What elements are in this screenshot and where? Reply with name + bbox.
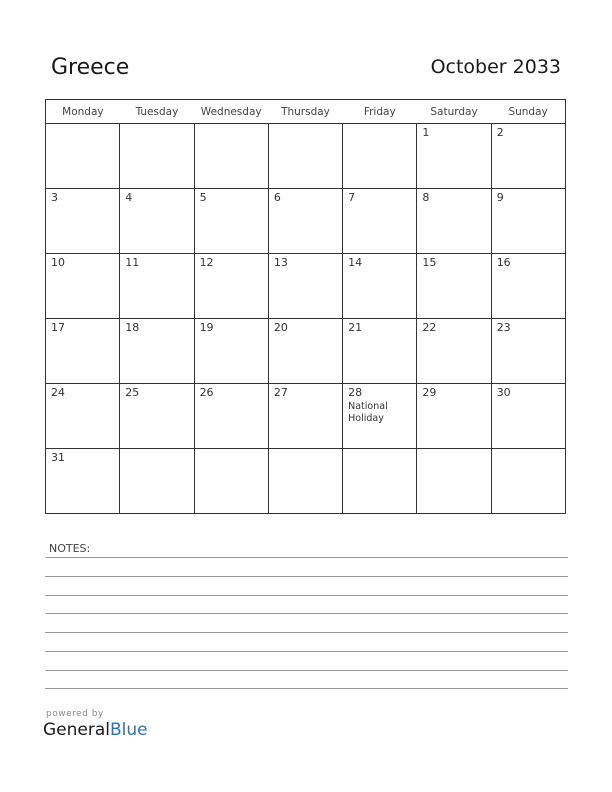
weekday-monday: Monday	[46, 100, 120, 124]
day-number: 16	[496, 256, 511, 269]
day-cell	[343, 189, 417, 254]
notes-label: NOTES:	[49, 542, 91, 555]
weekday-friday: Friday	[343, 100, 417, 124]
day-number: 19	[199, 321, 214, 334]
day-number	[195, 124, 268, 127]
weekday-sunday: Sunday	[491, 100, 565, 124]
day-number	[46, 124, 119, 127]
day-cell	[46, 319, 120, 384]
day-cell	[343, 254, 417, 319]
day-cell	[120, 124, 194, 189]
day-cell	[194, 319, 268, 384]
day-number: 3	[51, 191, 58, 204]
day-number: 8	[422, 191, 430, 204]
day-cell	[343, 449, 417, 514]
day-cell	[491, 189, 565, 254]
day-cell	[120, 449, 194, 514]
day-cell	[268, 124, 342, 189]
day-cell	[343, 124, 417, 189]
day-number	[269, 124, 342, 127]
day-cell	[491, 384, 565, 449]
calendar-grid	[45, 99, 566, 514]
day-cell	[491, 319, 565, 384]
day-number: 5	[199, 191, 207, 204]
day-cell	[194, 254, 268, 319]
day-number: 30	[496, 386, 511, 399]
day-number	[417, 449, 490, 452]
weekday-header-row	[46, 100, 566, 124]
week-row-3	[46, 254, 566, 319]
month-year-title: October 2033	[430, 56, 561, 78]
day-number: 22	[422, 321, 437, 334]
note-line	[45, 670, 568, 671]
day-cell	[120, 254, 194, 319]
weekday-wednesday: Wednesday	[194, 100, 268, 124]
day-number: 12	[199, 256, 214, 269]
week-row-5	[46, 384, 566, 449]
day-cell	[46, 124, 120, 189]
day-number: 10	[51, 256, 65, 269]
day-number: 28	[348, 386, 363, 399]
day-number	[120, 449, 193, 452]
week-row-1	[46, 124, 566, 189]
weekday-thursday: Thursday	[268, 100, 342, 124]
note-line	[45, 595, 568, 596]
day-number: 6	[273, 191, 281, 204]
day-cell	[194, 189, 268, 254]
note-line	[45, 613, 568, 614]
week-row-4	[46, 319, 566, 384]
day-number: 25	[125, 386, 140, 399]
day-cell	[46, 384, 120, 449]
day-number: 29	[422, 386, 437, 399]
day-cell	[417, 384, 491, 449]
day-number: 31	[51, 451, 65, 464]
note-line	[45, 557, 568, 558]
powered-by-text: powered by	[46, 709, 104, 719]
week-row-6	[46, 449, 566, 514]
weekday-tuesday: Tuesday	[120, 100, 194, 124]
day-cell	[194, 384, 268, 449]
day-number: 20	[273, 321, 288, 334]
day-number: 9	[496, 191, 504, 204]
day-cell	[194, 124, 268, 189]
day-cell	[120, 189, 194, 254]
brand-name-general: General	[43, 720, 110, 740]
day-cell	[417, 449, 491, 514]
holiday-label: National Holiday	[348, 401, 388, 424]
day-cell	[268, 384, 342, 449]
day-number: 11	[125, 256, 140, 269]
day-cell	[491, 124, 565, 189]
day-number: 21	[348, 321, 363, 334]
day-number: 24	[51, 386, 65, 399]
day-number: 27	[273, 386, 288, 399]
day-number: 13	[273, 256, 288, 269]
day-number: 26	[199, 386, 214, 399]
brand-logo	[43, 720, 148, 740]
day-number	[343, 124, 416, 127]
day-cell	[417, 124, 491, 189]
day-number	[343, 449, 416, 452]
day-cell	[417, 319, 491, 384]
day-number	[120, 124, 193, 127]
day-cell	[194, 449, 268, 514]
day-cell	[417, 189, 491, 254]
day-number: 23	[496, 321, 511, 334]
day-cell	[120, 319, 194, 384]
day-cell	[491, 449, 565, 514]
note-line	[45, 632, 568, 633]
note-line	[45, 576, 568, 577]
day-number: 4	[125, 191, 133, 204]
day-cell	[491, 254, 565, 319]
day-number: 7	[348, 191, 356, 204]
day-cell-holiday	[343, 384, 417, 449]
week-row-2	[46, 189, 566, 254]
day-cell	[268, 449, 342, 514]
day-cell	[46, 189, 120, 254]
day-cell	[268, 319, 342, 384]
note-line	[45, 651, 568, 652]
day-cell	[46, 254, 120, 319]
country-title: Greece	[51, 55, 130, 80]
day-number: 18	[125, 321, 140, 334]
day-cell	[268, 254, 342, 319]
day-cell	[343, 319, 417, 384]
day-number: 15	[422, 256, 437, 269]
day-cell	[268, 189, 342, 254]
day-number	[492, 449, 565, 452]
day-number: 17	[51, 321, 65, 334]
day-cell	[46, 449, 120, 514]
day-number: 1	[422, 126, 430, 139]
note-line	[45, 688, 568, 689]
day-number: 14	[348, 256, 363, 269]
day-number: 2	[496, 126, 504, 139]
day-cell	[120, 384, 194, 449]
brand-name-blue: Blue	[110, 720, 148, 740]
day-number	[195, 449, 268, 452]
day-cell	[417, 254, 491, 319]
day-number	[269, 449, 342, 452]
weekday-saturday: Saturday	[417, 100, 491, 124]
